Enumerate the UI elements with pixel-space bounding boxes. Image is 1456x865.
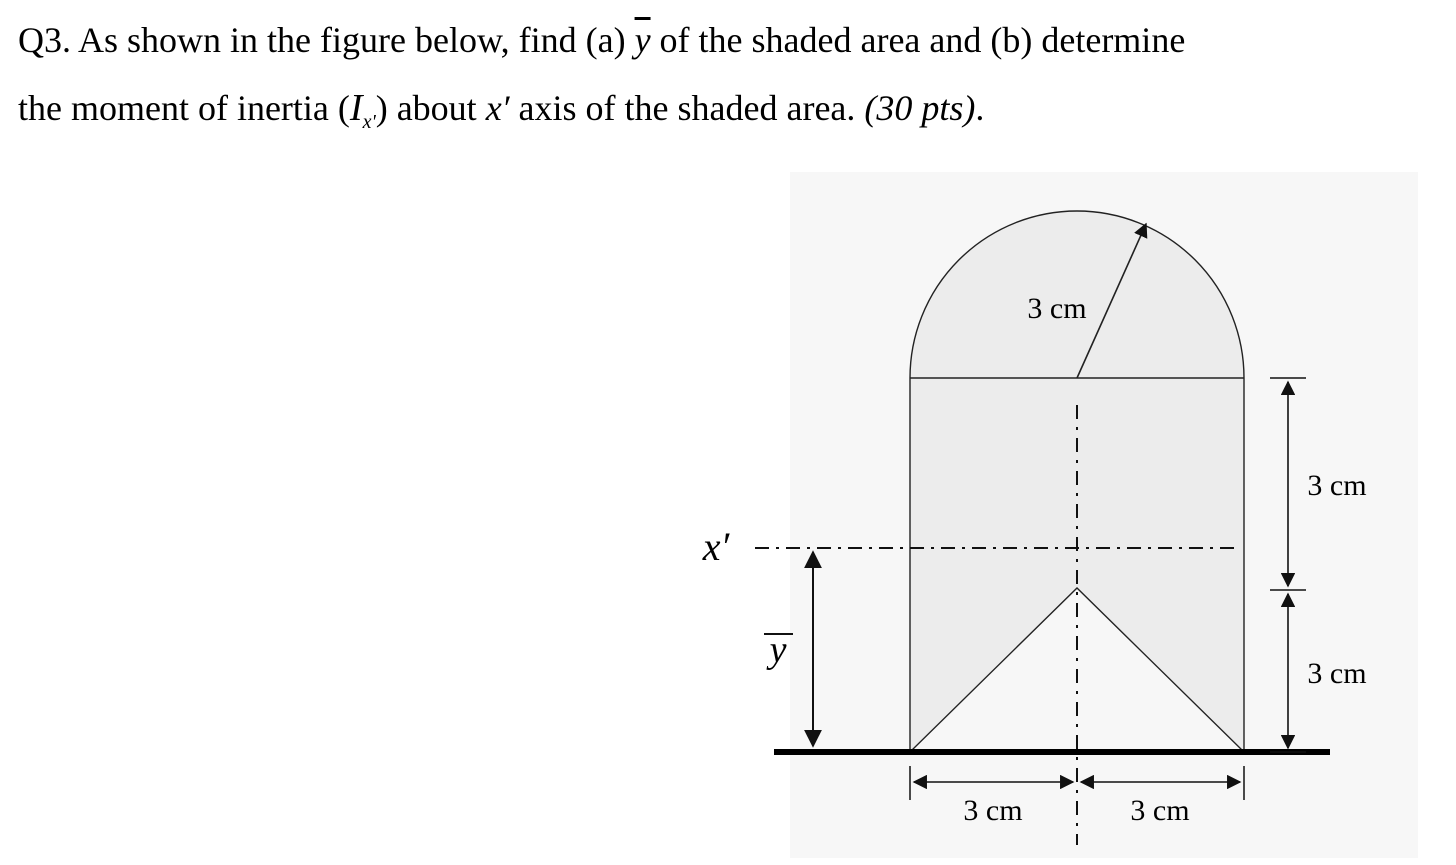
question-prefix: Q3. As shown in the figure below, find (a) — [18, 20, 635, 60]
ybar-symbol: $\overline{y}$ — [634, 20, 651, 60]
question-line-1-suffix: of the shaded area and (b) determine — [650, 20, 1186, 60]
question-text — [18, 6, 1438, 156]
question-line-2-end: . — [975, 88, 985, 128]
axis-symbol: x′ — [485, 88, 510, 128]
question-line-2-middle: ) about — [375, 88, 486, 128]
question-line-2-suffix: axis of the shaded area. — [509, 88, 865, 128]
question-line-1 — [18, 6, 1438, 74]
composite-area-figure — [690, 170, 1430, 860]
question-line-2-prefix: the moment of inertia ( — [18, 88, 350, 128]
x-prime-axis-label: x′ — [702, 524, 730, 569]
bottom-left-dimension-label: 3 cm — [963, 794, 1023, 827]
ybar-label: y — [769, 629, 787, 671]
question-line-2 — [18, 74, 1438, 156]
radius-label: 3 cm — [1027, 292, 1087, 325]
right-upper-dimension-label: 3 cm — [1307, 469, 1367, 502]
points-label: (30 pts) — [864, 88, 976, 128]
figure-svg — [690, 170, 1430, 860]
inertia-symbol: I — [349, 87, 363, 129]
right-lower-dimension-label: 3 cm — [1307, 657, 1367, 690]
bottom-right-dimension-label: 3 cm — [1130, 794, 1190, 827]
inertia-subscript: x' — [362, 111, 376, 133]
